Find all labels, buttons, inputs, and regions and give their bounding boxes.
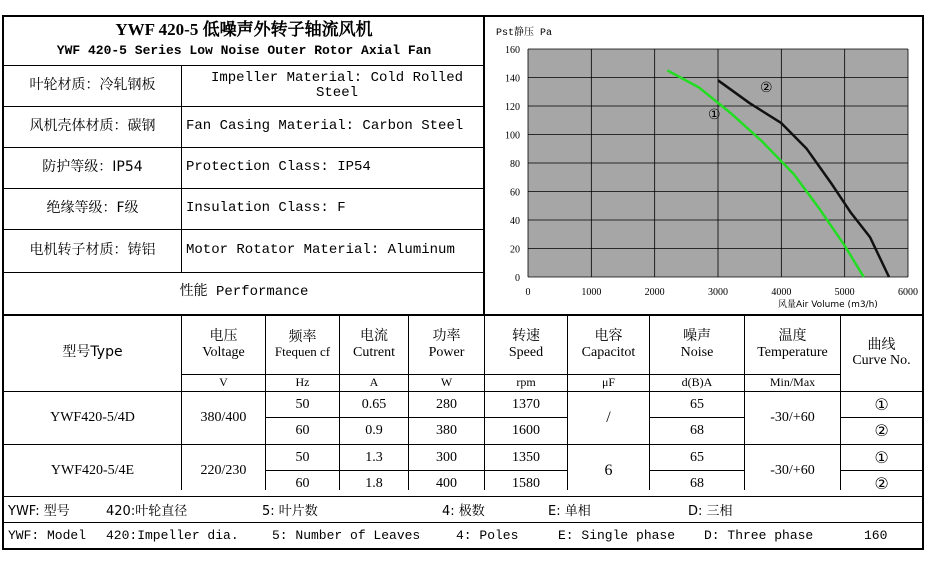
- header-capacitor: 电容 Capacitot: [581, 328, 636, 360]
- x-tick-3: 3000: [708, 287, 728, 298]
- legend-zh-leaves: 5: 叶片数: [262, 504, 318, 519]
- model-2-current-2: 1.8: [365, 475, 383, 491]
- model-1-noise-1: 65: [690, 396, 704, 412]
- legend-en: [8, 523, 918, 548]
- title-zh: YWF 420-5 低噪声外转子轴流风机: [115, 19, 373, 39]
- title-en: YWF 420-5 Series Low Noise Outer Rotor Axial Fan: [56, 42, 432, 58]
- header-power: 功率 Power: [428, 328, 465, 360]
- model-2-noise-1: 65: [690, 449, 704, 465]
- model-1-noise-2: 68: [690, 423, 704, 439]
- legend-en-dia: 420:Impeller dia.: [106, 528, 239, 543]
- y-tick-0: 0: [515, 273, 520, 284]
- legend-en-model: YWF: Model: [8, 528, 87, 543]
- model-2-noise-2: 68: [690, 475, 704, 491]
- model-2-speed-2: 1580: [512, 475, 540, 491]
- model-1-current-1: 0.65: [361, 396, 387, 412]
- x-tick-5: 5000: [834, 287, 855, 298]
- model-2-voltage: 220/230: [200, 462, 247, 478]
- model-1-speed-1: 1370: [512, 396, 540, 412]
- spec-casing-en: Fan Casing Material: Carbon Steel: [186, 118, 464, 135]
- legend-zh-single: E: 单相: [548, 504, 591, 519]
- spec-rotor-zh: 电机转子材质：铸铝: [29, 242, 156, 259]
- y-tick-3: 60: [510, 187, 520, 199]
- spec-rotor-en: Motor Rotator Material: Aluminum: [186, 242, 455, 259]
- model-1-speed-2: 1600: [512, 423, 540, 439]
- model-1-power-2: 380: [436, 423, 457, 439]
- spec-insulation-zh: 绝缘等级：F级: [46, 200, 139, 217]
- header-curve: 曲线 Curve No.: [852, 336, 911, 368]
- spec-protection-en: Protection Class: IP54: [186, 159, 371, 176]
- legend-en-leaves: 5: Number of Leaves: [272, 528, 421, 543]
- model-2-speed-1: 1350: [512, 449, 540, 465]
- x-tick-1: 1000: [581, 287, 602, 298]
- model-2-hz-2: 60: [295, 475, 310, 491]
- model-1-current-2: 0.9: [365, 423, 383, 439]
- model-1-temperature: -30/+60: [770, 410, 815, 426]
- curve-label-1: ①: [708, 107, 721, 123]
- model-1-curve-2: ②: [874, 421, 889, 441]
- unit-voltage: V: [219, 375, 228, 390]
- legend-en-poles: 4: Poles: [456, 528, 519, 543]
- model-2-temperature: -30/+60: [770, 462, 815, 478]
- spec-casing-zh: 风机壳体材质：碳钢: [29, 118, 156, 135]
- header-frequency: 频率 Ftequen cf: [274, 328, 331, 360]
- model-1-curve-1: ①: [874, 394, 889, 414]
- unit-power: W: [440, 375, 453, 390]
- model-1-hz-1: 50: [295, 396, 310, 412]
- model-2-type: YWF420-5/4E: [50, 462, 135, 478]
- header-current: 电流 Cutrent: [353, 328, 395, 360]
- spec-impeller-zh: 叶轮材质：冷轧钢板: [29, 77, 156, 94]
- legend-zh-model: YWF: 型号: [8, 504, 70, 519]
- spec-protection-zh: 防护等级：IP54: [42, 159, 143, 176]
- model-1-voltage: 380/400: [200, 410, 247, 426]
- unit-capacitor: μF: [601, 375, 616, 390]
- model-2-power-2: 400: [436, 475, 457, 491]
- chart-y-ticks: [505, 45, 520, 284]
- header-voltage: 电压 Voltage: [202, 328, 245, 360]
- unit-speed: rpm: [516, 375, 536, 390]
- model-2-curve-1: ①: [874, 447, 889, 467]
- unit-current: A: [369, 375, 379, 390]
- header-noise: 噪声 Noise: [680, 328, 714, 360]
- spec-insulation-en: Insulation Class: F: [186, 200, 346, 217]
- model-2-power-1: 300: [436, 449, 457, 465]
- legend-zh: [8, 497, 918, 522]
- x-tick-0: 0: [525, 287, 531, 298]
- header-temperature: 温度 Temperature: [757, 328, 828, 360]
- header-speed: 转速 Speed: [508, 328, 544, 360]
- legend-zh-dia: 420:叶轮直径: [106, 504, 188, 519]
- model-1-power-1: 280: [436, 396, 457, 412]
- unit-noise: d(B)A: [681, 375, 713, 390]
- model-2-hz-1: 50: [295, 449, 310, 465]
- x-tick-4: 4000: [771, 287, 792, 298]
- spec-impeller-en: Impeller Material: Cold Rolled Steel: [210, 69, 464, 101]
- model-1-type: YWF420-5/4D: [50, 410, 135, 426]
- x-tick-6: 6000: [898, 287, 918, 298]
- model-1-hz-2: 60: [295, 423, 310, 439]
- legend-en-three: D: Three phase: [704, 528, 814, 543]
- legend-zh-three: D: 三相: [688, 504, 733, 519]
- legend-zh-poles: 4: 极数: [442, 504, 485, 519]
- y-tick-5: 100: [505, 130, 520, 142]
- y-tick-1: 20: [510, 244, 520, 256]
- x-tick-2: 2000: [644, 287, 665, 298]
- legend-en-single: E: Single phase: [558, 528, 676, 543]
- chart-xlabel: 风量Air Volume (m3/h): [778, 300, 878, 310]
- y-tick-4: 80: [510, 159, 520, 170]
- model-2-curve-2: ②: [874, 473, 889, 493]
- header-type: 型号Type: [62, 344, 123, 361]
- model-1-capacitor: /: [606, 409, 611, 427]
- model-2-capacitor: 6: [604, 461, 613, 479]
- unit-frequency: Hz: [295, 375, 310, 390]
- y-tick-7: 140: [505, 73, 520, 85]
- y-tick-8: 160: [505, 45, 520, 56]
- chart-x-ticks: [526, 287, 919, 298]
- curve-label-2: ②: [760, 80, 773, 96]
- performance-chart: [486, 17, 922, 315]
- performance-label: 性能 Performance: [179, 284, 309, 301]
- chart-ylabel: Pst静压 Pa: [496, 28, 553, 39]
- y-tick-6: 120: [505, 102, 520, 113]
- datasheet: [2, 15, 924, 550]
- unit-temperature: Min/Max: [769, 375, 816, 390]
- model-2-current-1: 1.3: [365, 449, 383, 465]
- page-number: 160: [864, 528, 888, 543]
- y-tick-2: 40: [510, 216, 520, 227]
